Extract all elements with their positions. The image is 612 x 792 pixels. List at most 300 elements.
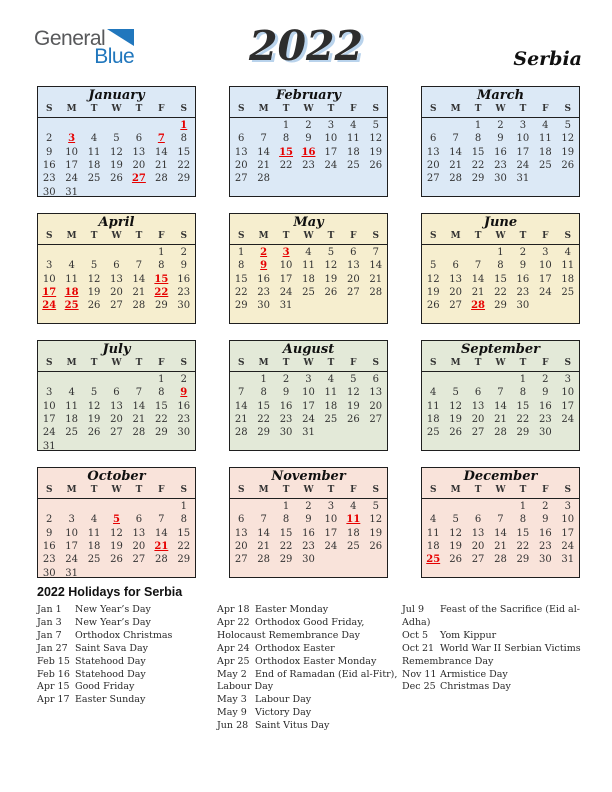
weekday-label: T (519, 358, 527, 368)
day-cell: 3 (542, 247, 549, 259)
logo-text-general: General (34, 27, 106, 50)
weekday-label: S (237, 104, 245, 114)
holiday-name: Orthodox Easter (255, 642, 335, 654)
weekday-label: W (303, 104, 314, 114)
month-june (421, 213, 580, 324)
day-cell: 11 (302, 260, 315, 272)
day-cell: 19 (561, 146, 575, 158)
day-cell: 17 (65, 160, 78, 172)
day-cell: 4 (327, 374, 335, 386)
holiday-date: Oct 5 (402, 629, 428, 641)
day-cell: 3 (68, 514, 75, 526)
day-cell: 11 (561, 260, 575, 272)
day-cell: 20 (110, 414, 123, 426)
day-cell: 20 (132, 160, 146, 172)
day-cell: 24 (42, 427, 56, 439)
day-cell: 21 (257, 160, 270, 172)
holiday-date: Dec 25 (402, 681, 436, 693)
day-cell: 1 (260, 374, 267, 386)
day-cell: 17 (324, 527, 338, 539)
day-cell: 20 (426, 160, 440, 172)
day-cell: 18 (561, 273, 575, 285)
holiday-entry (217, 720, 400, 733)
day-cell: 16 (42, 541, 56, 553)
weekday-label: T (327, 231, 335, 241)
day-cell: 27 (449, 300, 462, 312)
weekday-label: T (135, 231, 143, 241)
day-cell: 25 (65, 427, 78, 439)
day-cell: 20 (369, 400, 383, 412)
holiday-date: May 2 (217, 668, 247, 680)
weekday-label: S (564, 358, 572, 368)
day-cell: 10 (279, 260, 293, 272)
weekday-label: F (350, 231, 357, 241)
holiday-day-cell: 3 (68, 133, 76, 145)
holiday-date: Jun 28 (217, 720, 249, 732)
day-cell: 30 (42, 186, 56, 198)
weekday-label: S (180, 485, 188, 495)
day-cell: 5 (350, 374, 357, 386)
weekday-row (38, 485, 195, 499)
logo-text-blue: Blue (94, 45, 135, 68)
day-cell: 26 (449, 427, 462, 439)
day-cell: 18 (426, 414, 440, 426)
day-cell: 18 (65, 414, 78, 426)
day-cell: 24 (538, 287, 552, 299)
holiday-name: New Year’s Day (75, 604, 151, 615)
holiday-date: Jan 7 (37, 629, 62, 641)
holiday-day-cell: 15 (279, 146, 294, 158)
day-cell: 1 (282, 501, 290, 513)
holiday-date: Apr 18 (217, 604, 250, 615)
day-cell: 10 (65, 527, 78, 539)
day-cell: 24 (65, 173, 78, 185)
weekday-label: M (258, 485, 269, 495)
day-cell: 24 (302, 414, 315, 426)
day-cell: 22 (471, 160, 485, 172)
weekday-row (422, 104, 579, 118)
weekday-label: F (542, 104, 549, 114)
day-cell: 26 (449, 554, 462, 566)
holiday-name: Feast of the Sacrifice (Eid al-Adha) (402, 604, 580, 628)
day-cell: 4 (90, 514, 98, 526)
day-cell: 20 (346, 273, 360, 285)
day-cell: 14 (494, 400, 507, 412)
day-cell: 22 (154, 414, 168, 426)
day-cell: 25 (302, 287, 315, 299)
day-cell: 3 (327, 120, 335, 132)
day-cell: 19 (324, 273, 338, 285)
day-cell: 12 (346, 387, 360, 399)
day-cell: 17 (302, 400, 315, 412)
day-cell: 12 (369, 133, 383, 145)
day-cell: 7 (238, 387, 245, 399)
day-cell: 24 (324, 160, 338, 172)
days-grid (230, 372, 387, 453)
day-cell: 7 (135, 260, 143, 272)
day-cell: 2 (542, 374, 549, 386)
day-cell: 4 (350, 120, 357, 132)
day-cell: 29 (177, 173, 191, 185)
day-cell: 6 (238, 133, 245, 145)
day-cell: 12 (324, 260, 338, 272)
day-cell: 3 (46, 387, 53, 399)
day-cell: 12 (449, 400, 462, 412)
holiday-date: Apr 22 (217, 616, 250, 628)
day-cell: 23 (494, 160, 507, 172)
weekday-label: T (282, 104, 290, 114)
weekday-label: S (45, 104, 53, 114)
day-cell: 3 (564, 374, 571, 386)
day-cell: 29 (234, 300, 248, 312)
day-cell: 16 (279, 400, 293, 412)
year-title: 2022 (248, 22, 364, 70)
day-cell: 5 (113, 133, 120, 145)
day-cell: 7 (474, 260, 482, 272)
day-cell: 15 (257, 400, 270, 412)
month-january (37, 86, 196, 197)
holiday-day-cell: 5 (113, 514, 120, 526)
holiday-date: Feb 16 (37, 668, 70, 680)
month-title: August (282, 342, 335, 357)
holiday-name: Easter Sunday (75, 694, 146, 706)
day-cell: 14 (132, 400, 146, 412)
day-cell: 28 (257, 173, 270, 185)
holiday-entry (402, 630, 604, 643)
day-cell: 1 (497, 247, 504, 259)
weekday-label: W (303, 485, 314, 495)
day-cell: 12 (426, 273, 440, 285)
day-cell: 29 (494, 300, 507, 312)
month-may (229, 213, 388, 324)
day-cell: 16 (177, 400, 191, 412)
day-cell: 11 (346, 133, 360, 145)
day-cell: 18 (324, 400, 338, 412)
holiday-column (217, 604, 400, 733)
weekday-label: M (66, 358, 77, 368)
weekday-label: M (450, 485, 461, 495)
weekday-row (422, 358, 579, 372)
holiday-day-cell: 28 (471, 300, 486, 312)
day-cell: 28 (132, 300, 146, 312)
day-cell: 13 (471, 527, 485, 539)
holiday-entry (217, 694, 400, 707)
holiday-date: Jul 9 (402, 604, 425, 615)
day-cell: 29 (154, 427, 168, 439)
weekday-label: S (564, 485, 572, 495)
month-november (229, 467, 388, 578)
day-cell: 8 (519, 514, 527, 526)
day-cell: 19 (110, 160, 123, 172)
day-cell: 15 (177, 146, 191, 158)
day-cell: 2 (542, 501, 549, 513)
holiday-entry (37, 681, 215, 694)
weekday-row (230, 231, 387, 245)
day-cell: 5 (430, 260, 437, 272)
weekday-label: W (111, 485, 122, 495)
day-cell: 21 (494, 541, 507, 553)
day-cell: 4 (305, 247, 312, 259)
holiday-date: Apr 24 (217, 642, 250, 654)
day-cell: 31 (302, 427, 315, 439)
day-cell: 11 (324, 387, 338, 399)
day-cell: 9 (305, 133, 312, 145)
month-title: April (98, 215, 135, 230)
weekday-row (422, 485, 579, 499)
day-cell: 29 (516, 554, 530, 566)
day-cell: 18 (87, 541, 101, 553)
day-cell: 11 (65, 400, 78, 412)
day-cell: 2 (180, 374, 187, 386)
country-title: Serbia (513, 48, 582, 70)
day-cell: 13 (471, 400, 485, 412)
day-cell: 5 (372, 501, 379, 513)
day-cell: 28 (234, 427, 248, 439)
holiday-entry (217, 617, 400, 643)
days-grid (230, 245, 387, 326)
holiday-entry (402, 669, 604, 682)
weekday-row (38, 231, 195, 245)
weekday-label: S (429, 485, 437, 495)
day-cell: 17 (561, 527, 575, 539)
month-title: November (271, 469, 346, 484)
day-cell: 30 (538, 427, 552, 439)
day-cell: 15 (516, 400, 530, 412)
month-october (37, 467, 196, 578)
day-cell: 23 (177, 414, 191, 426)
day-cell: 7 (497, 514, 504, 526)
holiday-entry (217, 604, 400, 617)
weekday-label: M (66, 485, 77, 495)
day-cell: 10 (561, 387, 575, 399)
day-cell: 28 (449, 173, 462, 185)
month-title: September (461, 342, 540, 357)
holiday-day-cell: 3 (282, 247, 290, 259)
holiday-date: Jan 27 (37, 642, 68, 654)
day-cell: 12 (87, 400, 101, 412)
day-cell: 23 (177, 287, 191, 299)
day-cell: 14 (494, 527, 507, 539)
holiday-day-cell: 2 (260, 247, 268, 259)
holiday-entry (37, 643, 215, 656)
weekday-label: S (45, 358, 53, 368)
holiday-entry (217, 669, 400, 695)
weekday-label: T (135, 358, 143, 368)
day-cell: 17 (516, 146, 530, 158)
day-cell: 14 (257, 146, 270, 158)
day-cell: 7 (452, 133, 459, 145)
day-cell: 11 (87, 527, 101, 539)
day-cell: 26 (369, 541, 383, 553)
day-cell: 16 (516, 273, 530, 285)
holiday-name: Statehood Day (75, 655, 146, 667)
day-cell: 9 (46, 527, 53, 539)
day-cell: 26 (561, 160, 575, 172)
day-cell: 6 (452, 260, 459, 272)
day-cell: 29 (177, 554, 191, 566)
weekday-label: F (350, 358, 357, 368)
day-cell: 12 (110, 527, 123, 539)
days-grid (38, 372, 195, 453)
weekday-label: S (180, 358, 188, 368)
weekday-label: S (237, 231, 245, 241)
day-cell: 29 (471, 173, 485, 185)
holiday-entry (37, 617, 215, 630)
holiday-date: Jan 3 (37, 616, 62, 628)
weekday-label: W (111, 231, 122, 241)
day-cell: 7 (158, 514, 165, 526)
day-cell: 13 (346, 260, 360, 272)
weekday-label: T (474, 231, 482, 241)
holiday-day-cell: 18 (64, 287, 79, 299)
holiday-entry (37, 604, 215, 617)
day-cell: 14 (132, 273, 146, 285)
day-cell: 17 (324, 146, 338, 158)
day-cell: 22 (257, 414, 270, 426)
day-cell: 1 (474, 120, 482, 132)
day-cell: 17 (65, 541, 78, 553)
day-cell: 27 (369, 414, 383, 426)
day-cell: 19 (87, 287, 101, 299)
weekday-label: W (495, 358, 506, 368)
weekday-row (230, 485, 387, 499)
day-cell: 13 (234, 527, 248, 539)
month-december (421, 467, 580, 578)
day-cell: 5 (452, 387, 459, 399)
weekday-label: S (180, 104, 188, 114)
day-cell: 29 (279, 554, 293, 566)
day-cell: 4 (68, 387, 75, 399)
day-cell: 19 (449, 541, 462, 553)
day-cell: 5 (90, 260, 98, 272)
day-cell: 2 (497, 120, 504, 132)
day-cell: 5 (90, 387, 98, 399)
day-cell: 24 (279, 287, 293, 299)
holiday-date: Apr 17 (37, 694, 70, 706)
day-cell: 28 (154, 173, 168, 185)
weekday-label: F (158, 231, 165, 241)
weekday-row (230, 358, 387, 372)
day-cell: 10 (42, 273, 56, 285)
day-cell: 19 (346, 400, 360, 412)
holiday-name: Armistice Day (440, 668, 508, 680)
day-cell: 25 (561, 287, 575, 299)
weekday-label: T (282, 231, 290, 241)
day-cell: 10 (561, 514, 575, 526)
day-cell: 16 (177, 273, 191, 285)
weekday-label: M (66, 231, 77, 241)
day-cell: 12 (110, 146, 123, 158)
weekday-label: F (542, 358, 549, 368)
day-cell: 18 (538, 146, 552, 158)
day-cell: 14 (234, 400, 248, 412)
holiday-name: Victory Day (255, 707, 312, 719)
weekday-label: T (327, 104, 335, 114)
weekday-label: F (542, 485, 549, 495)
weekday-row (38, 104, 195, 118)
day-cell: 15 (471, 146, 485, 158)
weekday-label: F (350, 104, 357, 114)
day-cell: 6 (474, 514, 482, 526)
holiday-entry (217, 656, 400, 669)
holiday-day-cell: 9 (180, 387, 188, 399)
day-cell: 7 (260, 133, 267, 145)
holiday-day-cell: 9 (260, 260, 268, 272)
holiday-date: Feb 15 (37, 655, 70, 667)
day-cell: 24 (516, 160, 530, 172)
holiday-name: Saint Sava Day (75, 642, 149, 654)
day-cell: 17 (279, 273, 293, 285)
days-grid (38, 499, 195, 580)
day-cell: 8 (238, 260, 245, 272)
weekday-label: W (303, 358, 314, 368)
day-cell: 26 (346, 414, 360, 426)
day-cell: 2 (305, 120, 312, 132)
day-cell: 23 (42, 554, 56, 566)
holiday-name: Orthodox Good Friday, Holocaust Remembrance Day (217, 616, 365, 641)
day-cell: 21 (494, 414, 507, 426)
weekday-label: W (495, 231, 506, 241)
day-cell: 13 (132, 527, 146, 539)
day-cell: 20 (110, 287, 123, 299)
day-cell: 8 (282, 133, 290, 145)
weekday-label: M (450, 231, 461, 241)
holiday-entry (37, 630, 215, 643)
day-cell: 2 (180, 247, 187, 259)
weekday-label: T (90, 358, 98, 368)
day-cell: 30 (516, 300, 530, 312)
weekday-label: F (350, 485, 357, 495)
day-cell: 6 (430, 133, 437, 145)
weekday-label: F (158, 104, 165, 114)
month-title: December (463, 469, 538, 484)
day-cell: 30 (302, 554, 315, 566)
day-cell: 20 (449, 287, 462, 299)
day-cell: 31 (561, 554, 575, 566)
weekday-label: F (158, 358, 165, 368)
day-cell: 12 (369, 514, 383, 526)
day-cell: 16 (538, 400, 552, 412)
day-cell: 9 (519, 260, 527, 272)
day-cell: 31 (65, 567, 78, 579)
day-cell: 26 (426, 300, 440, 312)
day-cell: 27 (471, 427, 485, 439)
holiday-day-cell: 1 (180, 120, 188, 132)
holiday-name: End of Ramadan (Eid al-Fitr), Labour Day (217, 668, 398, 693)
weekday-label: M (258, 358, 269, 368)
day-cell: 20 (471, 414, 485, 426)
day-cell: 25 (324, 414, 338, 426)
day-cell: 9 (305, 514, 312, 526)
day-cell: 21 (234, 414, 248, 426)
day-cell: 23 (302, 541, 315, 553)
month-july (37, 340, 196, 451)
day-cell: 23 (42, 173, 56, 185)
weekday-label: S (372, 358, 380, 368)
day-cell: 27 (234, 554, 248, 566)
day-cell: 6 (113, 387, 120, 399)
day-cell: 10 (324, 514, 338, 526)
holiday-entry (402, 681, 604, 694)
day-cell: 12 (561, 133, 575, 145)
holiday-entry (37, 669, 215, 682)
day-cell: 20 (234, 541, 248, 553)
day-cell: 2 (46, 133, 53, 145)
day-cell: 13 (132, 146, 146, 158)
day-cell: 10 (516, 133, 530, 145)
day-cell: 3 (519, 120, 527, 132)
day-cell: 21 (449, 160, 462, 172)
